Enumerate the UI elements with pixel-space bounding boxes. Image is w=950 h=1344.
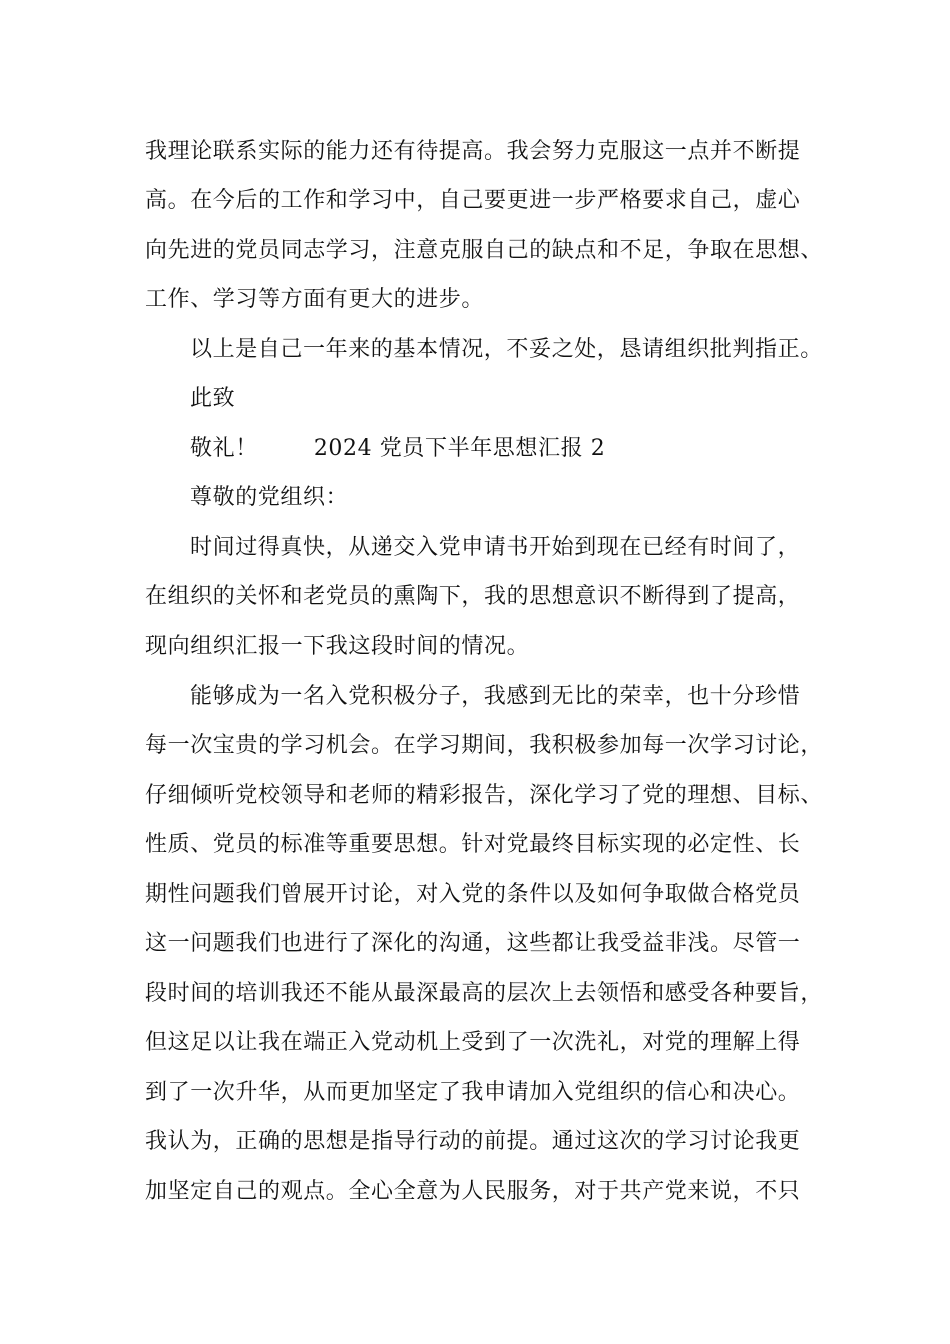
paragraph-line: 能够成为一名入党积极分子，我感到无比的荣幸，也十分珍惜 [190,684,801,709]
paragraph-line: 到了一次升华，从而更加坚定了我申请加入党组织的信心和决心。 [145,1080,801,1105]
paragraph-line: 性质、党员的标准等重要思想。针对党最终目标实现的必定性、长 [145,832,801,857]
paragraph-line: 我理论联系实际的能力还有待提高。我会努力克服这一点并不断提 [145,139,801,164]
paragraph-line: 工作、学习等方面有更大的进步。 [145,287,485,312]
paragraph-line: 加坚定自己的观点。全心全意为人民服务，对于共产党来说，不只 [145,1179,801,1204]
paragraph-line: 我认为，正确的思想是指导行动的前提。通过这次的学习讨论我更 [145,1129,801,1154]
salutation-jingli: 敬礼！ [190,436,258,461]
paragraph-line: 每一次宝贵的学习机会。在学习期间，我积极参加每一次学习讨论， [145,733,824,758]
paragraph-line: 现向组织汇报一下我这段时间的情况。 [145,634,530,659]
paragraph-line: 高。在今后的工作和学习中，自己要更进一步严格要求自己，虚心 [145,188,801,213]
closing-paragraph: 以上是自己一年来的基本情况，不妥之处，恳请组织批判指正。 [190,337,823,362]
salutation-jingli-row [190,434,605,464]
section-title: 2024 党员下半年思想汇报 2 [313,436,606,461]
paragraph-line: 期性问题我们曾展开讨论，对入党的条件以及如何争取做合格党员 [145,882,801,907]
paragraph-line: 但这足以让我在端正入党动机上受到了一次洗礼，对党的理解上得 [145,1030,801,1055]
paragraph-line: 仔细倾听党校领导和老师的精彩报告，深化学习了党的理想、目标、 [145,783,824,808]
paragraph-line: 时间过得真快，从递交入党申请书开始到现在已经有时间了， [190,535,801,560]
salutation-cizhi: 此致 [190,386,236,411]
paragraph-line: 这一问题我们也进行了深化的沟通，这些都让我受益非浅。尽管一 [145,931,801,956]
paragraph-line: 向先进的党员同志学习，注意克服自己的缺点和不足，争取在思想、 [145,238,824,263]
greeting: 尊敬的党组织： [190,485,349,510]
paragraph-line: 段时间的培训我还不能从最深最高的层次上去领悟和感受各种要旨， [145,981,824,1006]
paragraph-line: 在组织的关怀和老党员的熏陶下，我的思想意识不断得到了提高， [145,584,801,609]
